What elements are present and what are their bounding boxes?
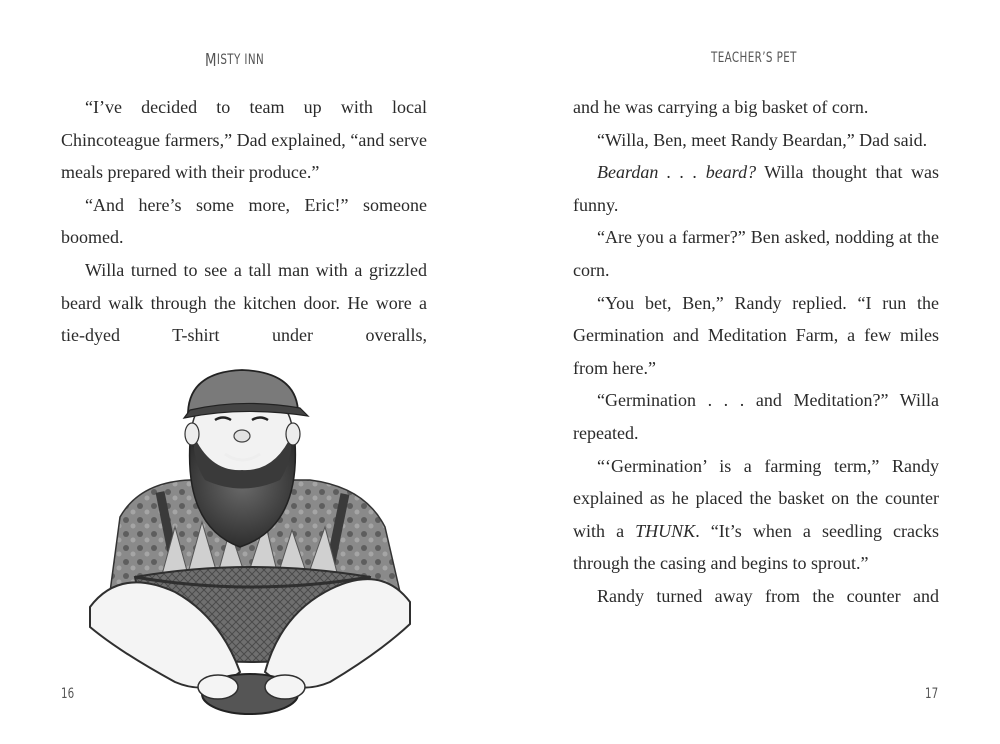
italic-text: Beardan . . . beard? [597,162,757,183]
text-run: Willa thought that was funny. [573,162,939,215]
page-number-left: 16 [61,686,75,702]
running-head-initial: M [205,50,217,71]
right-page-text [573,91,939,613]
paragraph: “Are you a farmer?” Ben asked, nodding at the corn. [573,227,939,280]
text-run: “‘Germination’ is a farming term,” Randy explained as he placed the basket on the counter with a [573,455,939,541]
running-head-left [205,50,264,71]
paragraph: “And here’s some more, Eric!” someone boomed. [61,194,427,248]
running-head-right: TEACHER’S PET [711,50,797,66]
paragraph: Randy turned away from the counter and [597,585,939,606]
running-head-title: ISTY INN [216,52,265,68]
paragraph: “Willa, Ben, meet Randy Beardan,” Dad said. [597,129,928,150]
paragraph [573,156,939,221]
paragraph: “Germination . . . and Meditation?” Willa repeated. [573,390,939,443]
paragraph: Chincoteague farmers,” Dad explained, “and serve meals prepared with their produce.” [61,129,427,183]
right-page [500,0,1000,744]
paragraph: and he was carrying a big basket of corn. [573,97,869,117]
page-number-right: 17 [925,686,939,702]
paragraph-line: “I’ve decided to team up with local [85,97,427,117]
paragraph: “You bet, Ben,” Randy replied. “I run the Germination and Meditation Farm, a few miles from here.” [573,292,939,378]
paragraph: Willa turned to see a tall man with a grizzled beard walk through the kitchen door. He wore a tie-dyed T-shirt under overalls, [61,259,427,346]
left-page-text [61,91,427,352]
italic-text: THUNK [635,520,696,541]
text-run: . “It’s when a seedling cracks through the casing and begins to sprout.” [573,520,939,574]
bearded-farmer-with-corn-basket-illustration [80,362,420,722]
paragraph [573,450,939,580]
